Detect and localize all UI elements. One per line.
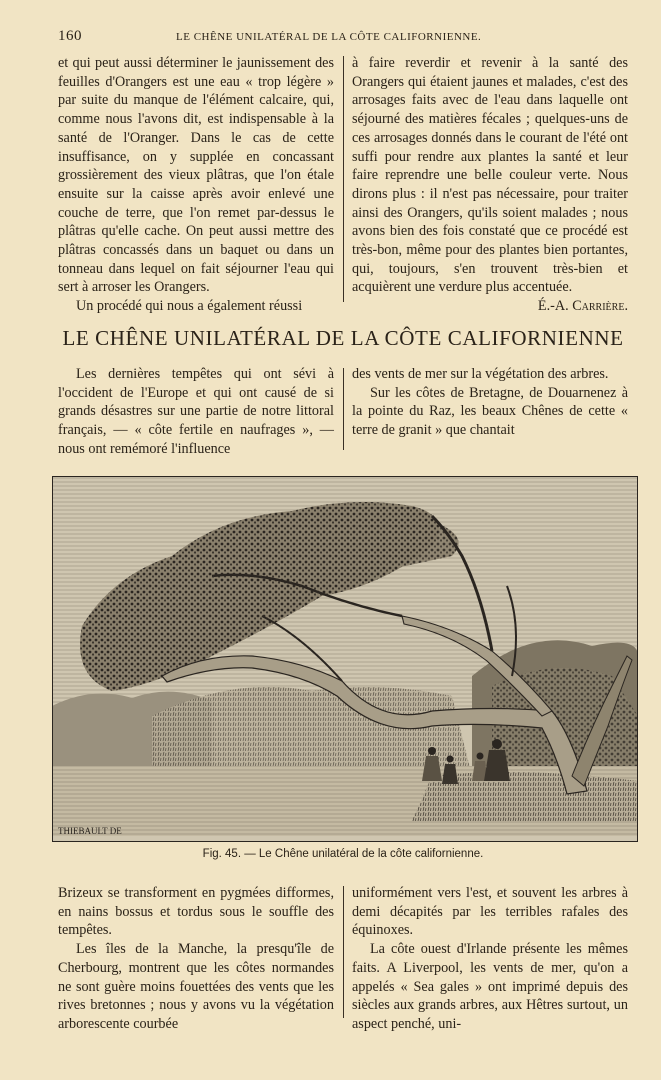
- column-rule: [343, 368, 344, 450]
- engraver-signature: THIEBAULT DE: [58, 826, 122, 836]
- author-signature: É.-A. Carrière.: [537, 298, 628, 315]
- mid-right-column: [352, 365, 628, 440]
- top-right-column: [352, 54, 628, 316]
- engraving-figure: [52, 476, 638, 842]
- page-number: 160: [58, 28, 82, 44]
- paragraph: La côte ouest d'Irlande présente les mêmes faits. A Liverpool, les vents de mer, qu'on a appelés « Sea gales » ont imprimé depuis des siècles aux grands arbres, aux Hêtres surtout, un aspect penché, uni-: [352, 941, 628, 1032]
- paragraph: Les dernières tempêtes qui ont sévi à l'occident de l'Europe et qui ont causé de si grands désastres sur une partie de notre littoral français, — « côte fertile en naufrages », — nous ont remémoré l'influence: [58, 366, 334, 457]
- column-rule: [343, 886, 344, 1018]
- paragraph: uniformément vers l'est, et souvent les arbres à demi décapités par les terribles rafales des équinoxes.: [352, 885, 628, 939]
- top-left-column: [58, 54, 334, 316]
- bottom-right-column: [352, 884, 628, 1034]
- paragraph: à faire reverdir et revenir à la santé des Orangers qui étaient jaunes et malades, c'est des arrosages faits avec de l'eau dans laquelle ont séjourné des matières fécales ; quelques-uns de ces arrosages donnés dans le courant de l'été ont suffi pour rendre aux plantes la santé et leur faire reprendre une belle couleur verte. Nous dirons plus : il n'est pas nécessaire, pour traiter ainsi des Orangers, qu'ils soient malades ; nous avons bien des fois constaté que ce procédé est très-bon, même pour des plantes bien portantes, qui, toujours, s'en trouvent très-bien et acquièrent une verdure plus accentuée.: [352, 55, 628, 296]
- figure-caption: Fig. 45. — Le Chêne unilatéral de la côte californienne.: [202, 848, 484, 860]
- oak-tree-engraving: [52, 476, 638, 842]
- paragraph: Les îles de la Manche, la presqu'île de Cherbourg, montrent que les côtes normandes ne sont guère moins fouettées des vents que les rives bretonnes ; nous y avons vu la végétation arborescente courbée: [58, 941, 334, 1032]
- bottom-left-column: [58, 884, 334, 1034]
- paragraph: et qui peut aussi déterminer le jaunissement des feuilles d'Orangers est une eau « trop légère » par suite du manque de l'élément calcaire, qui, comme nous l'avons dit, est indispensable à la santé de l'Oranger. Dans le cas de cette insuffisance, on y supplée en concassant grossièrement des vieux plâtras, que l'on étale ensuite sur la caisse après avoir enlevé une couche de terre, que l'on remet par-dessus le plâtras qu'elle cache. On peut aussi mettre des plâtras concassés dans un baquet ou dans un tonneau dans lequel on fait séjourner l'eau qui sert à arroser les Orangers.: [58, 55, 334, 296]
- column-rule: [343, 56, 344, 302]
- paragraph: des vents de mer sur la végétation des arbres.: [352, 366, 609, 382]
- paragraph: Sur les côtes de Bretagne, de Douarnenez à la pointe du Raz, les beaux Chênes de cette « terre de granit » que chantait: [352, 384, 628, 439]
- mid-left-column: [58, 365, 334, 459]
- running-title: LE CHÊNE UNILATÉRAL DE LA CÔTE CALIFORNIENNE.: [176, 31, 482, 43]
- page-header: [58, 30, 631, 48]
- article-title: LE CHÊNE UNILATÉRAL DE LA CÔTE CALIFORNIENNE: [62, 326, 624, 350]
- paragraph: Brizeux se transforment en pygmées difformes, en nains bossus et tordus sous le souffle des tempêtes.: [58, 885, 334, 939]
- paragraph: Un procédé qui nous a également réussi: [76, 298, 303, 315]
